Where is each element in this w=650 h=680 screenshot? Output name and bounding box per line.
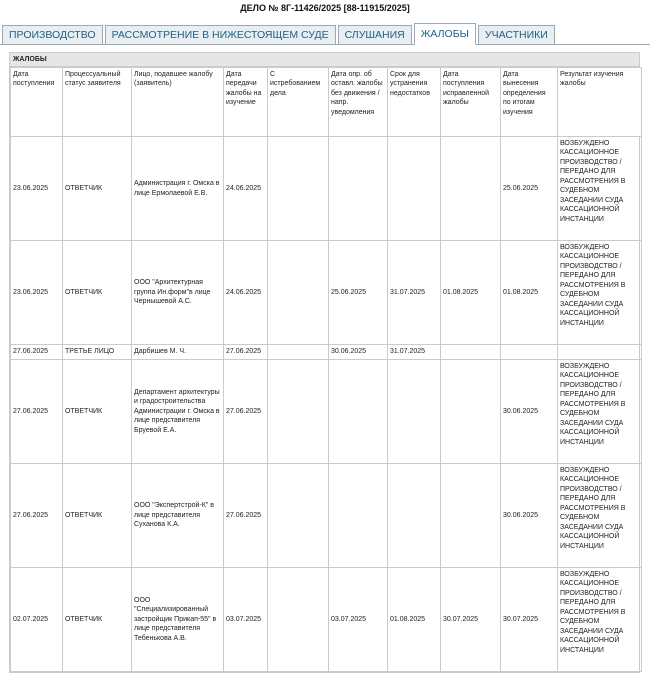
- cell-transfer-date: 27.06.2025: [224, 464, 268, 568]
- cell-with-case: [268, 241, 329, 345]
- cell-status: ОТВЕТЧИК: [63, 241, 132, 345]
- cell-result: ВОЗБУЖДЕНО КАССАЦИОННОЕ ПРОИЗВОДСТВО / ПЕРЕДАНО ДЛЯ РАССМОТРЕНИЯ В СУДЕБНОМ ЗАСЕДАНИИ СУДА КАССАЦИОННОЙ ИНСТАНЦИИ: [558, 360, 642, 464]
- tab-hearings[interactable]: СЛУШАНИЯ: [338, 25, 412, 44]
- cell-applicant: Департамент архитектуры и градостроительства Администрации г. Омска в лице представителя Бруевой Е.А.: [132, 360, 224, 464]
- cell-applicant: ООО "Специализированный застройщик Прикап-55" в лице представителя Тебенькова А.В.: [132, 568, 224, 672]
- cell-date-received: 27.06.2025: [11, 345, 63, 360]
- cell-deadline: 31.07.2025: [388, 345, 441, 360]
- cell-corrected-date: [441, 360, 501, 464]
- col-date-received: Дата поступления: [11, 68, 63, 137]
- cell-decision-date: 30.06.2025: [501, 360, 558, 464]
- cell-no-motion-date: [329, 464, 388, 568]
- cell-no-motion-date: 30.06.2025: [329, 345, 388, 360]
- cell-deadline: [388, 137, 441, 241]
- table-row: [11, 137, 642, 241]
- cell-no-motion-date: [329, 137, 388, 241]
- cell-status: ОТВЕТЧИК: [63, 137, 132, 241]
- cell-decision-date: [501, 345, 558, 360]
- cell-result: [558, 345, 642, 360]
- cell-corrected-date: [441, 137, 501, 241]
- cell-date-received: 23.06.2025: [11, 137, 63, 241]
- table-row: [11, 360, 642, 464]
- cell-decision-date: 30.06.2025: [501, 464, 558, 568]
- cell-with-case: [268, 360, 329, 464]
- cell-status: ОТВЕТЧИК: [63, 464, 132, 568]
- cell-applicant: ООО "Экспертстрой-К" в лице представителя Суханова К.А.: [132, 464, 224, 568]
- cell-applicant: Администрация г. Омска в лице Ермолаевой Е.В.: [132, 137, 224, 241]
- cell-date-received: 27.06.2025: [11, 464, 63, 568]
- table-row: [11, 568, 642, 672]
- cell-deadline: [388, 464, 441, 568]
- complaints-table: [10, 67, 642, 672]
- cell-applicant: Дарбишев М. Ч.: [132, 345, 224, 360]
- col-decision-date: Дата вынесения определения по итогам изучения: [501, 68, 558, 137]
- cell-no-motion-date: 03.07.2025: [329, 568, 388, 672]
- cell-corrected-date: [441, 345, 501, 360]
- tab-participants[interactable]: УЧАСТНИКИ: [478, 25, 555, 44]
- tab-complaints[interactable]: ЖАЛОБЫ: [414, 23, 476, 45]
- cell-transfer-date: 03.07.2025: [224, 568, 268, 672]
- tab-production[interactable]: ПРОИЗВОДСТВО: [2, 25, 103, 44]
- col-status: Процессуальный статус заявителя: [63, 68, 132, 137]
- cell-deadline: 01.08.2025: [388, 568, 441, 672]
- cell-with-case: [268, 464, 329, 568]
- cell-corrected-date: [441, 464, 501, 568]
- section-title: ЖАЛОБЫ: [10, 53, 639, 67]
- col-with-case: С истребованием дела: [268, 68, 329, 137]
- tab-lower-court[interactable]: РАССМОТРЕНИЕ В НИЖЕСТОЯЩЕМ СУДЕ: [105, 25, 336, 44]
- cell-with-case: [268, 568, 329, 672]
- cell-result: ВОЗБУЖДЕНО КАССАЦИОННОЕ ПРОИЗВОДСТВО / ПЕРЕДАНО ДЛЯ РАССМОТРЕНИЯ В СУДЕБНОМ ЗАСЕДАНИИ СУДА КАССАЦИОННОЙ ИНСТАНЦИИ: [558, 464, 642, 568]
- cell-corrected-date: 30.07.2025: [441, 568, 501, 672]
- cell-corrected-date: 01.08.2025: [441, 241, 501, 345]
- col-transfer-date: Дата передачи жалобы на изучение: [224, 68, 268, 137]
- cell-result: ВОЗБУЖДЕНО КАССАЦИОННОЕ ПРОИЗВОДСТВО / ПЕРЕДАНО ДЛЯ РАССМОТРЕНИЯ В СУДЕБНОМ ЗАСЕДАНИИ СУДА КАССАЦИОННОЙ ИНСТАНЦИИ: [558, 137, 642, 241]
- cell-status: ОТВЕТЧИК: [63, 360, 132, 464]
- col-corrected-date: Дата поступления исправленной жалобы: [441, 68, 501, 137]
- complaints-panel: [9, 52, 640, 673]
- cell-no-motion-date: [329, 360, 388, 464]
- col-applicant: Лицо, подавшее жалобу (заявитель): [132, 68, 224, 137]
- cell-no-motion-date: 25.06.2025: [329, 241, 388, 345]
- cell-date-received: 02.07.2025: [11, 568, 63, 672]
- col-deadline: Срок для устранения недостатков: [388, 68, 441, 137]
- cell-with-case: [268, 345, 329, 360]
- col-no-motion-date: Дата опр. об оставл. жалобы без движения / напр. уведомления: [329, 68, 388, 137]
- table-row: [11, 464, 642, 568]
- cell-result: ВОЗБУЖДЕНО КАССАЦИОННОЕ ПРОИЗВОДСТВО / ПЕРЕДАНО ДЛЯ РАССМОТРЕНИЯ В СУДЕБНОМ ЗАСЕДАНИИ СУДА КАССАЦИОННОЙ ИНСТАНЦИИ: [558, 241, 642, 345]
- cell-deadline: 31.07.2025: [388, 241, 441, 345]
- cell-transfer-date: 27.06.2025: [224, 360, 268, 464]
- table-header-row: [11, 68, 642, 137]
- cell-applicant: ООО "Архитектурная группа Ин.форм"в лице Чернышевой А.С.: [132, 241, 224, 345]
- cell-transfer-date: 24.06.2025: [224, 241, 268, 345]
- cell-transfer-date: 27.06.2025: [224, 345, 268, 360]
- cell-result: ВОЗБУЖДЕНО КАССАЦИОННОЕ ПРОИЗВОДСТВО / ПЕРЕДАНО ДЛЯ РАССМОТРЕНИЯ В СУДЕБНОМ ЗАСЕДАНИИ СУДА КАССАЦИОННОЙ ИНСТАНЦИИ: [558, 568, 642, 672]
- case-title: ДЕЛО № 8Г-11426/2025 [88-11915/2025]: [240, 3, 410, 13]
- cell-status: ОТВЕТЧИК: [63, 568, 132, 672]
- col-result: Результат изучения жалобы: [558, 68, 642, 137]
- cell-decision-date: 30.07.2025: [501, 568, 558, 672]
- cell-with-case: [268, 137, 329, 241]
- tab-bar: [0, 22, 650, 45]
- cell-decision-date: 25.06.2025: [501, 137, 558, 241]
- cell-deadline: [388, 360, 441, 464]
- table-row: [11, 241, 642, 345]
- table-row: [11, 345, 642, 360]
- cell-decision-date: 01.08.2025: [501, 241, 558, 345]
- cell-date-received: 27.06.2025: [11, 360, 63, 464]
- cell-date-received: 23.06.2025: [11, 241, 63, 345]
- cell-status: ТРЕТЬЕ ЛИЦО: [63, 345, 132, 360]
- cell-transfer-date: 24.06.2025: [224, 137, 268, 241]
